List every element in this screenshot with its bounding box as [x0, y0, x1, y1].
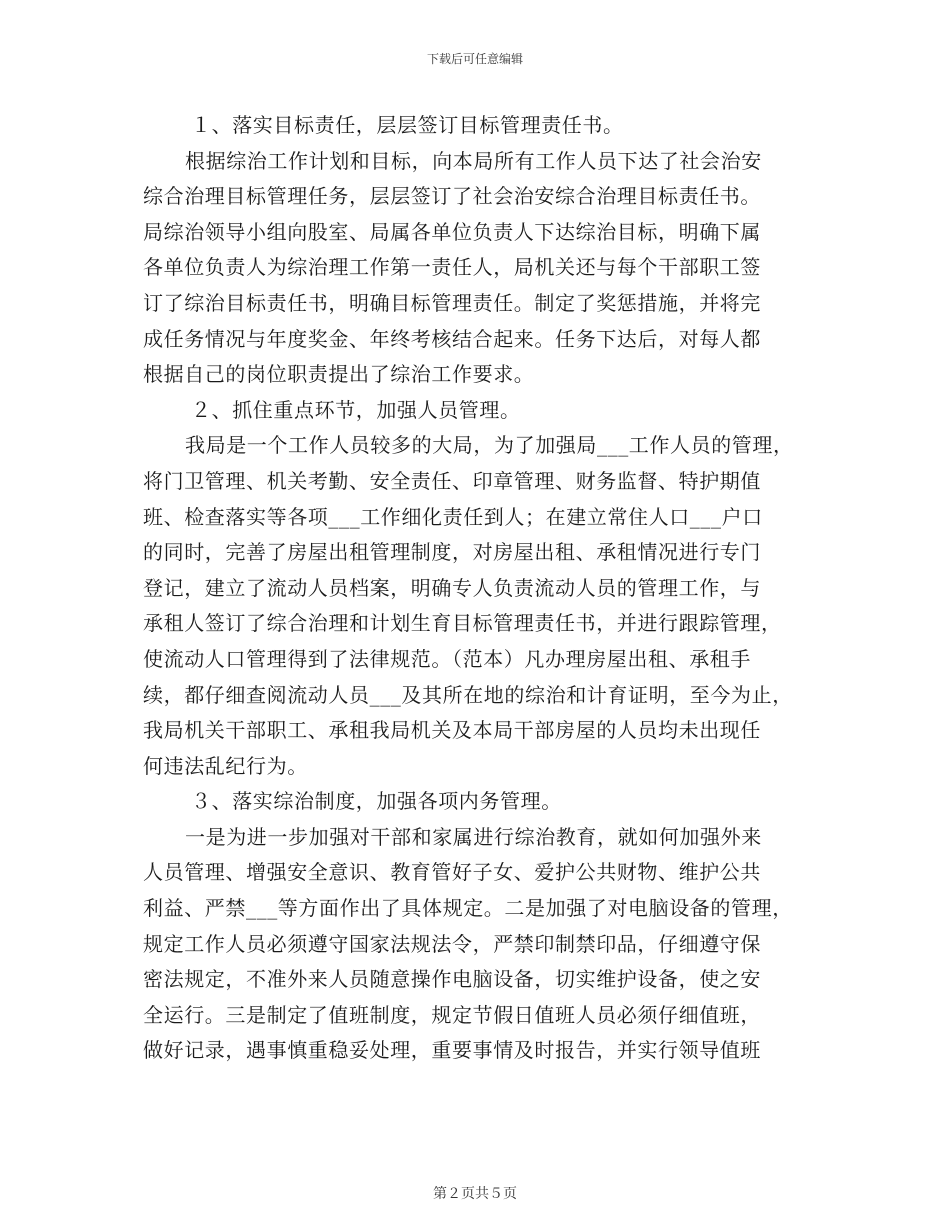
section-heading-1: １、落实目标责任，层层签订目标管理责任书。: [191, 113, 624, 137]
paragraph-line: 一是为进一步加强对干部和家属进行综治教育，就如何加强外来: [185, 824, 762, 849]
paragraph-line: 综合治理目标管理任务，层层签订了社会治安综合治理目标责任书。: [143, 184, 761, 209]
paragraph-line: 订了综治目标责任书，明确目标管理责任。制定了奖惩措施，并将完: [143, 290, 761, 315]
paragraph-line: 人员管理、增强安全意识、教育管好子女、爱护公共财物、维护公共: [143, 860, 761, 885]
paragraph-line: 登记，建立了流动人员档案，明确专人负责流动人员的管理工作，与: [143, 575, 761, 600]
paragraph-line: 全运行。三是制定了值班制度，规定节假日值班人员必须仔细值班，: [143, 1002, 761, 1027]
paragraph-line: 各单位负责人为综治理工作第一责任人，局机关还与每个干部职工签: [143, 255, 761, 280]
paragraph-line: 班、检查落实等各项___工作细化责任到人；在建立常住人口___户口: [143, 504, 763, 529]
paragraph-line: 将门卫管理、机关考勤、安全责任、印章管理、财务监督、特护期值: [143, 468, 761, 493]
paragraph-line: 我局是一个工作人员较多的大局，为了加强局___工作人员的管理，: [185, 433, 794, 458]
paragraph-line: 局综治领导小组向股室、局属各单位负责人下达综治目标，明确下属: [143, 219, 761, 244]
paragraph-line: 承租人签订了综合治理和计划生育目标管理责任书，并进行跟踪管理，: [143, 611, 782, 636]
paragraph-line: 何违法乱纪行为。: [143, 753, 308, 778]
paragraph-line: 密法规定，不准外来人员随意操作电脑设备，切实维护设备，使之安: [143, 967, 761, 992]
paragraph-line: 我局机关干部职工、承租我局机关及本局干部房屋的人员均未出现任: [143, 718, 761, 743]
paragraph-line: 使流动人口管理得到了法律规范。（范本）凡办理房屋出租、承租手: [143, 646, 751, 671]
paragraph-line: 根据自己的岗位职责提出了综治工作要求。: [143, 362, 535, 387]
section-heading-3: ３、落实综治制度，加强各项内务管理。: [191, 789, 562, 814]
paragraph-line: 成任务情况与年度奖金、年终考核结合起来。任务下达后，对每人都: [143, 326, 761, 351]
page-header: 下载后可任意编辑: [426, 52, 523, 66]
document-body: [143, 108, 823, 1069]
paragraph-line: 做好记录，遇事慎重稳妥处理，重要事情及时报告，并实行领导值班: [143, 1038, 761, 1063]
paragraph-line: 根据综治工作计划和目标，向本局所有工作人员下达了社会治安: [185, 148, 762, 173]
paragraph-line: 利益、严禁___等方面作出了具体规定。二是加强了对电脑设备的管理，: [143, 896, 793, 921]
paragraph-line: 的同时，完善了房屋出租管理制度，对房屋出租、承租情况进行专门: [143, 540, 761, 565]
page-footer: 第２页共５页: [433, 1186, 517, 1202]
paragraph-line: 续，都仔细查阅流动人员___及其所在地的综治和计育证明，至今为止，: [143, 682, 793, 707]
section-heading-2: ２、抓住重点环节，加强人员管理。: [191, 397, 521, 422]
paragraph-line: 规定工作人员必须遵守国家法规法令，严禁印制禁印品，仔细遵守保: [143, 931, 761, 956]
